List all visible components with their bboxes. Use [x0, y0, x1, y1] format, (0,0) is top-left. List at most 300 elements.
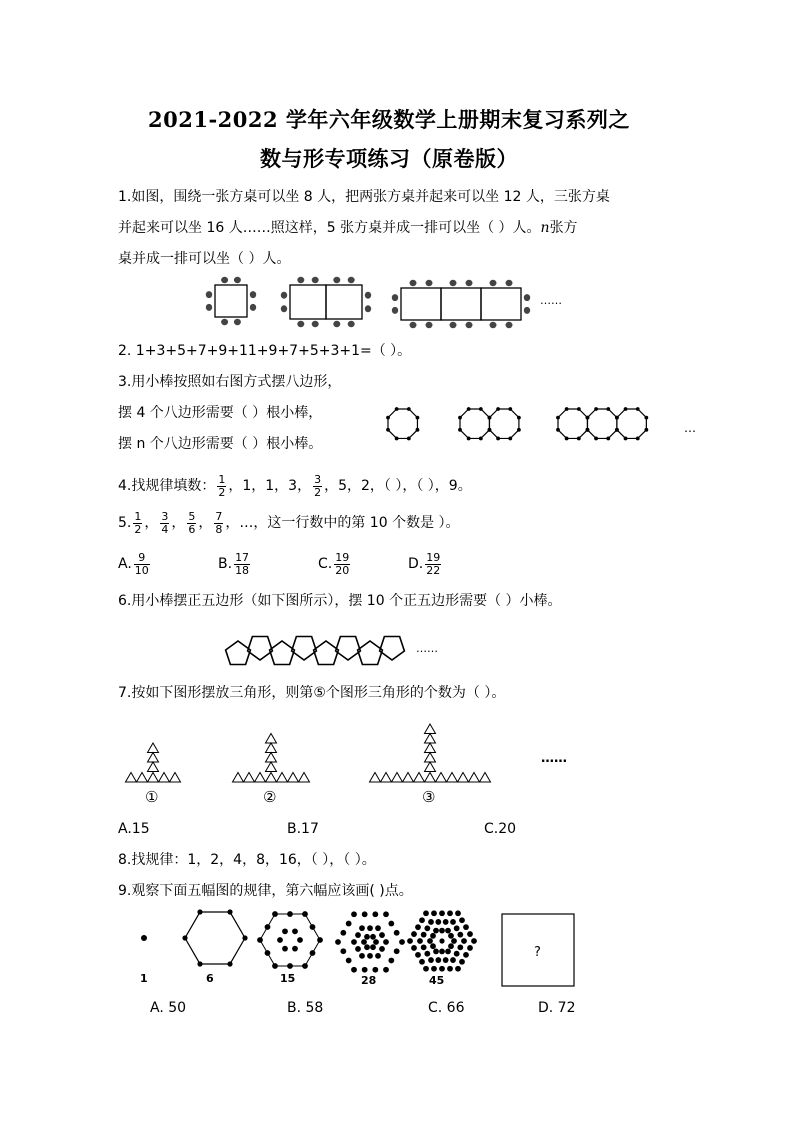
triangle [148, 753, 159, 763]
joint [467, 437, 470, 440]
q4-fraction-1-num: 1 [218, 472, 226, 486]
dot [407, 938, 413, 944]
seat [297, 321, 304, 327]
q8-text: 8.找规律：1，2，4，8，16，（ ），（ ）。 [118, 852, 376, 868]
dot [454, 951, 460, 957]
q9-option-b: B. 58 [287, 1000, 324, 1016]
dot [277, 937, 283, 943]
dot [447, 966, 453, 972]
dot [351, 911, 357, 917]
q1-line2-text: 并起来可以坐 16 人……照这样，5 张方桌并成一排可以坐（ ）人。 [118, 220, 541, 236]
dot [427, 938, 433, 944]
q5-fraction-4-num: 7 [215, 509, 223, 523]
triangle [266, 734, 277, 744]
joint [480, 437, 483, 440]
triangle [425, 762, 436, 772]
octagon [617, 409, 646, 438]
octagon [460, 409, 489, 438]
dot [372, 967, 378, 973]
dot [282, 946, 288, 952]
triangle [458, 773, 469, 783]
dot [439, 910, 445, 916]
page-subtitle: 数与形专项练习（原卷版） [260, 146, 518, 171]
q5-option-d-den: 22 [426, 563, 441, 577]
q5-option-a-num: 9 [134, 552, 150, 565]
pentagon [314, 641, 339, 665]
q9-count-2: 6 [206, 972, 214, 985]
q3-octagon-figure [380, 402, 700, 450]
dot [435, 957, 441, 963]
pentagon [292, 637, 317, 661]
pentagon [226, 641, 251, 665]
q9-option-a: A. 50 [150, 1000, 187, 1016]
dot [417, 938, 423, 944]
joint [624, 408, 627, 411]
triangle [370, 773, 381, 783]
joint [586, 429, 589, 432]
q5-fraction-4-den: 8 [215, 522, 223, 536]
q9-option-d: D. 72 [538, 1000, 576, 1016]
dot [459, 959, 465, 965]
seat [250, 304, 256, 311]
q9-count-1: 1 [140, 972, 148, 985]
triangle [148, 743, 159, 753]
dot [346, 958, 352, 964]
dot [421, 932, 427, 938]
q4-fraction-1 [217, 474, 226, 498]
q7-triangle-figure [125, 716, 585, 808]
q5-option-b-num: 17 [235, 550, 250, 564]
dot [455, 910, 461, 916]
q3-octagons [387, 408, 648, 440]
dot [433, 948, 439, 954]
q9-question-mark: ? [534, 945, 541, 960]
triangle [266, 773, 277, 783]
joint [497, 437, 500, 440]
dot [415, 952, 421, 958]
triangle [436, 773, 447, 783]
q6-pentagon-figure [220, 628, 460, 674]
joint [509, 437, 512, 440]
seat [466, 322, 473, 328]
triangle [299, 773, 310, 783]
dot [415, 924, 421, 930]
triangle [244, 773, 255, 783]
seat [506, 322, 513, 328]
hexagon-outline [185, 912, 245, 964]
q5-fraction-3-den: 6 [188, 522, 196, 536]
dot [451, 938, 457, 944]
dot [443, 919, 449, 925]
dot [454, 925, 460, 931]
joint [408, 408, 411, 411]
dot [430, 943, 436, 949]
joint [387, 429, 390, 432]
triangle [480, 773, 491, 783]
dot [439, 966, 445, 972]
q7-option-a: A.15 [118, 821, 150, 837]
q9-text: 9.观察下面五幅图的规律，第六幅应该画( )点。 [118, 883, 413, 899]
dot [297, 937, 303, 943]
q5-option-b-label: B. [218, 556, 233, 572]
triangle [425, 753, 436, 763]
q5-fraction-2-den: 4 [161, 522, 169, 536]
dot [227, 961, 232, 966]
q4-prefix: 4.找规律填数： [118, 478, 216, 494]
dot [461, 938, 467, 944]
joint [459, 429, 462, 432]
seat [410, 280, 417, 286]
dot [359, 953, 365, 959]
octagon [388, 409, 417, 438]
joint [518, 429, 521, 432]
dot [388, 958, 394, 964]
joint [624, 437, 627, 440]
q9-dot-hexagons [141, 909, 477, 972]
joint [480, 408, 483, 411]
dot [450, 919, 456, 925]
q1-variable-n: n [540, 220, 550, 236]
joint [557, 416, 560, 419]
q3-line1: 3.用小棒按照如右图方式摆八边形， [118, 374, 342, 390]
joint [497, 408, 500, 411]
seat [365, 305, 371, 312]
joint [387, 416, 390, 419]
triangle [469, 773, 480, 783]
dot [372, 911, 378, 917]
dot [448, 943, 454, 949]
dot [292, 928, 298, 934]
seat [281, 292, 287, 299]
seat [490, 322, 497, 328]
q5-option-a [118, 550, 152, 578]
seat [392, 307, 398, 314]
q1-line1: 1.如图，围绕一张方桌可以坐 8 人，把两张方桌并起来可以坐 12 人，三张方桌 [118, 189, 610, 205]
dot [375, 953, 381, 959]
joint [578, 437, 581, 440]
q4-line [118, 472, 472, 500]
q7-option-c: C.20 [484, 821, 517, 837]
triangle [266, 753, 277, 763]
seat [250, 291, 256, 298]
q7-text: 7.按如下图形摆放三角形，则第⑤个图形三角形的个数为（ ）。 [118, 685, 506, 701]
seat [206, 304, 212, 311]
q3-line2: 摆 4 个八边形需要（ ）根小棒， [118, 405, 323, 421]
dot [439, 938, 444, 943]
dot [367, 925, 373, 931]
seat [312, 321, 319, 327]
dot [471, 938, 477, 944]
triangle [126, 773, 137, 783]
dot [383, 967, 389, 973]
dot [242, 935, 247, 940]
seat [206, 291, 212, 298]
q9-hexagon-figure [130, 908, 590, 992]
seat [426, 280, 433, 286]
q5-fraction-3-num: 5 [188, 509, 196, 523]
dot [379, 932, 385, 938]
joint [408, 437, 411, 440]
dot [340, 948, 346, 954]
joint [565, 408, 568, 411]
dot [419, 917, 425, 923]
triangle [414, 773, 425, 783]
dot [450, 957, 456, 963]
seat [234, 319, 241, 325]
q5-option-c-num: 19 [335, 550, 350, 564]
pentagon [358, 641, 383, 665]
q6-text: 6.用小棒摆正五边形（如下图所示），摆 10 个正五边形需要（ ）小棒。 [118, 593, 562, 609]
dot [370, 944, 376, 950]
triangle [403, 773, 414, 783]
dot [467, 931, 473, 937]
dot [435, 919, 441, 925]
seat [281, 305, 287, 312]
dot [447, 910, 453, 916]
q3-line3: 摆 n 个八边形需要（ ）根小棒。 [118, 436, 323, 452]
dot [459, 917, 465, 923]
q5-option-a-den: 10 [134, 563, 149, 577]
dot [141, 935, 147, 941]
seat [365, 292, 371, 299]
dot [355, 946, 361, 952]
q5-line: 5. $\frac{1}{2}$ ， $\frac{3}{4}$ ， $\frac{5}{6}$ ， $\frac{7}{8}$ ，…，这一行数中的第 10 个数是 ）。 [118, 509, 460, 536]
dot [411, 931, 417, 937]
q9-option-c: C. 66 [428, 1000, 465, 1016]
dot [361, 939, 367, 945]
q5-fraction-2 [160, 511, 169, 535]
q5-fraction-4 [214, 511, 223, 535]
seat [234, 277, 241, 283]
seat [333, 277, 340, 283]
q5-option-d [408, 550, 443, 578]
triangle [288, 773, 299, 783]
dot [421, 944, 427, 950]
q5-option-d-fraction [425, 552, 441, 576]
joint [416, 429, 419, 432]
dot [364, 934, 370, 940]
seat [506, 280, 513, 286]
dot [411, 945, 417, 951]
dot [431, 966, 437, 972]
seat [524, 294, 530, 301]
joint [636, 408, 639, 411]
pentagon [336, 637, 361, 661]
q5-fraction-3 [187, 511, 196, 535]
octagon [558, 409, 587, 438]
dot [445, 928, 451, 934]
dot [463, 924, 469, 930]
joint [616, 429, 619, 432]
dot [419, 959, 425, 965]
seat [450, 280, 457, 286]
joint [488, 429, 491, 432]
dot [351, 939, 357, 945]
triangle [159, 773, 170, 783]
dot [433, 928, 439, 934]
joint [595, 408, 598, 411]
triangle [392, 773, 403, 783]
joint [488, 416, 491, 419]
q1-three-tables [401, 288, 521, 320]
dot [394, 948, 400, 954]
dot [430, 933, 436, 939]
triangle [233, 773, 244, 783]
seat [450, 322, 457, 328]
q4-fraction-2-num: 3 [314, 472, 322, 486]
dot [424, 951, 430, 957]
q5-option-b-fraction [234, 552, 250, 576]
q9-count-5: 45 [429, 974, 445, 987]
q4-fraction-2 [313, 474, 322, 498]
q5-option-a-label: A. [118, 556, 132, 572]
q9-count-4: 28 [361, 974, 377, 987]
joint [395, 437, 398, 440]
triangle [148, 762, 159, 772]
dot [292, 946, 298, 952]
dot [373, 939, 379, 945]
triangle [425, 773, 436, 783]
seat [333, 321, 340, 327]
q5-suffix: ，…，这一行数中的第 10 个数是 ）。 [225, 515, 460, 531]
octagon [587, 409, 616, 438]
dot [443, 957, 449, 963]
dot [439, 928, 445, 934]
dot [370, 934, 376, 940]
q5-option-c-fraction [334, 552, 350, 576]
joint [636, 437, 639, 440]
q5-option-d-label: D. [408, 556, 424, 572]
dot [439, 948, 445, 954]
dot [445, 948, 451, 954]
joint [459, 416, 462, 419]
joint [557, 429, 560, 432]
q4-mid1: ，1，1，3， [228, 478, 312, 494]
joint [518, 416, 521, 419]
seat [426, 322, 433, 328]
triangle [425, 724, 436, 734]
seat [392, 294, 398, 301]
dot [367, 953, 373, 959]
pentagon [380, 637, 405, 661]
joint [565, 437, 568, 440]
triangle [266, 743, 277, 753]
q5-fraction-1-num: 1 [134, 509, 142, 523]
q1-one-table [215, 285, 247, 317]
dot [335, 939, 341, 945]
joint [467, 408, 470, 411]
q7-label-1: ① [145, 788, 159, 806]
joint [595, 437, 598, 440]
seat [297, 277, 304, 283]
dot [383, 939, 389, 945]
seat [312, 277, 319, 283]
q7-ellipsis: …… [541, 751, 567, 766]
seat [221, 319, 228, 325]
q4-mid2: ，5，2，（ ），（ ），9。 [324, 478, 472, 494]
triangle [425, 734, 436, 744]
q7-label-2: ② [263, 788, 277, 806]
seat [490, 280, 497, 286]
triangle [447, 773, 458, 783]
dot [227, 909, 232, 914]
q7-label-3: ③ [422, 788, 436, 806]
dot [364, 944, 370, 950]
q5-fraction-2-num: 3 [161, 509, 169, 523]
dot [197, 961, 202, 966]
dot [375, 925, 381, 931]
q3-ellipsis: … [684, 421, 696, 435]
triangle [137, 773, 148, 783]
joint [416, 416, 419, 419]
joint [645, 416, 648, 419]
dot [340, 930, 346, 936]
joint [607, 437, 610, 440]
dot [457, 944, 463, 950]
q1-line3: 桌并成一排可以坐（ ）人。 [118, 251, 291, 267]
triangle [170, 773, 181, 783]
dot [431, 910, 437, 916]
q1-line2-tail: 张方 [549, 220, 578, 236]
q4-fraction-1-den: 2 [218, 485, 226, 499]
q5-option-b [218, 550, 252, 578]
dot [424, 925, 430, 931]
dot [455, 966, 461, 972]
dot [383, 911, 389, 917]
joint [645, 429, 648, 432]
dot [362, 911, 368, 917]
q5-option-a-fraction [134, 552, 150, 576]
joint [616, 416, 619, 419]
seat [466, 280, 473, 286]
joint [607, 408, 610, 411]
q5-prefix: 5. [118, 515, 132, 531]
q7-triangles [126, 724, 491, 782]
seat [348, 321, 355, 327]
triangle [255, 773, 266, 783]
q5-option-b-den: 18 [235, 563, 250, 577]
dot [428, 957, 434, 963]
triangle [148, 773, 159, 783]
triangle [381, 773, 392, 783]
q5-option-d-num: 19 [426, 550, 441, 564]
q1-two-tables [290, 285, 362, 319]
dot [428, 919, 434, 925]
dot [463, 952, 469, 958]
dot [423, 966, 429, 972]
q1-line2 [118, 221, 578, 235]
q5-option-c-label: C. [318, 556, 333, 572]
dot [379, 946, 385, 952]
seat [221, 277, 228, 283]
hexagon-outline [260, 914, 320, 966]
q1-ellipsis: …… [540, 294, 562, 307]
dot [448, 933, 454, 939]
dot [282, 928, 288, 934]
q2-text: 2. 1+3+5+7+9+11+9+7+5+3+1=（ ）。 [118, 343, 412, 359]
q5-fraction-1-den: 2 [134, 522, 142, 536]
q9-count-3: 15 [280, 972, 296, 985]
dot [355, 932, 361, 938]
dot [182, 935, 187, 940]
q6-pentagons [226, 637, 405, 665]
q5-fraction-1 [133, 511, 142, 535]
q6-ellipsis: …… [416, 642, 438, 655]
q1-table-figure [195, 272, 562, 332]
triangle [277, 773, 288, 783]
q4-fraction-2-den: 2 [314, 485, 322, 499]
dot [346, 921, 352, 927]
